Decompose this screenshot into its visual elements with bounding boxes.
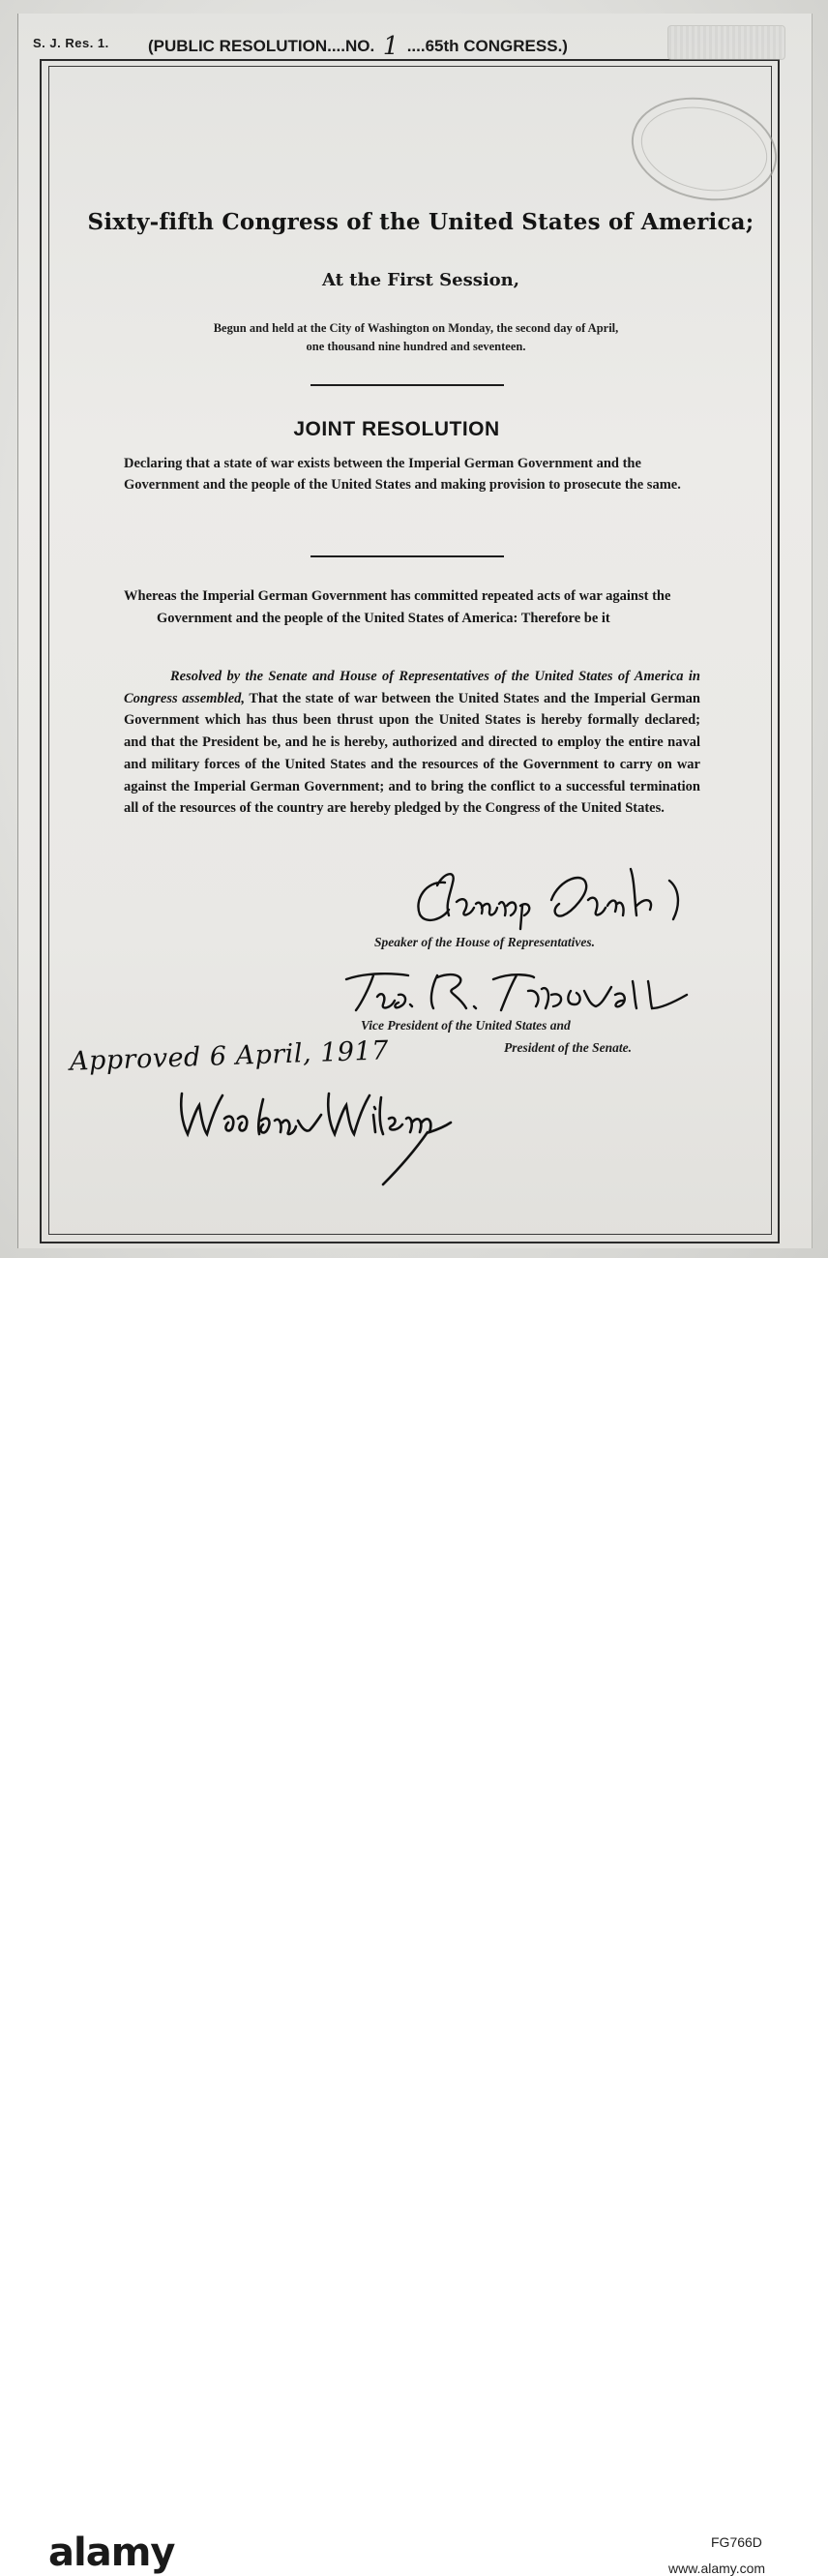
congress-title: Sixty-fifth Congress of the United States of America; <box>87 209 754 235</box>
session-line: At the First Session, <box>321 270 520 290</box>
alamy-logo: alamy <box>48 2531 175 2575</box>
public-resolution-suffix: ....65th CONGRESS.) <box>406 37 568 55</box>
public-resolution-prefix: (PUBLIC RESOLUTION....NO. <box>148 37 375 55</box>
whereas-paragraph: Whereas the Imperial German Government has committed repeated acts of war against the Government and the people of the United States of America: Therefore be it <box>124 588 671 626</box>
resolution-heading: JOINT RESOLUTION <box>293 418 500 440</box>
resolved-lead: Resolved by the Senate and House of Representatives of the United States of America in Congress assembled, <box>124 669 700 706</box>
resolved-body: That the state of war between the United States and the Imperial German Government which has thus been thrust upon the United States is hereby formally declared; and that the President be, and he is hereby, authorized and directed to employ the entire naval and military forces of the United States and the resources of the Government to carry on war against the Imperial German Government; and to bring the conflict to a successful termination all of the resources of the country are hereby pledged by the Congress of the United States. <box>124 690 700 817</box>
document-photo <box>0 0 828 1258</box>
bill-reference: S. J. Res. 1. <box>33 36 109 50</box>
alamy-url: www.alamy.com <box>668 2561 766 2576</box>
president-signature-image <box>174 1084 464 1190</box>
begun-line-2: one thousand nine hundred and seventeen. <box>306 340 526 353</box>
vp-signature-image <box>339 966 706 1019</box>
speaker-role: Speaker of the House of Representatives. <box>374 935 595 949</box>
divider-rule <box>310 384 504 386</box>
divider-rule <box>310 555 504 557</box>
watermark-footer <box>0 1258 828 2576</box>
begun-statement <box>97 319 735 356</box>
resolved-paragraph <box>124 666 700 820</box>
vp-role-line-2: President of the Senate. <box>504 1040 632 1055</box>
public-resolution-header <box>148 29 568 61</box>
public-resolution-number: 1 <box>382 32 399 61</box>
speaker-signature-image <box>406 861 706 934</box>
declaring-paragraph: Declaring that a state of war exists between the Imperial German Government and the Government and the people of the United States and making provision to prosecute the same. <box>124 456 681 493</box>
received-stamp-rectangle <box>667 25 785 60</box>
begun-line-1: Begun and held at the City of Washington on Monday, the second day of April, <box>213 321 619 335</box>
image-id: FG766D <box>711 2534 762 2550</box>
vp-role-line-1: Vice President of the United States and <box>361 1018 571 1033</box>
approved-date: Approved 6 April, 1917 <box>69 1035 390 1077</box>
